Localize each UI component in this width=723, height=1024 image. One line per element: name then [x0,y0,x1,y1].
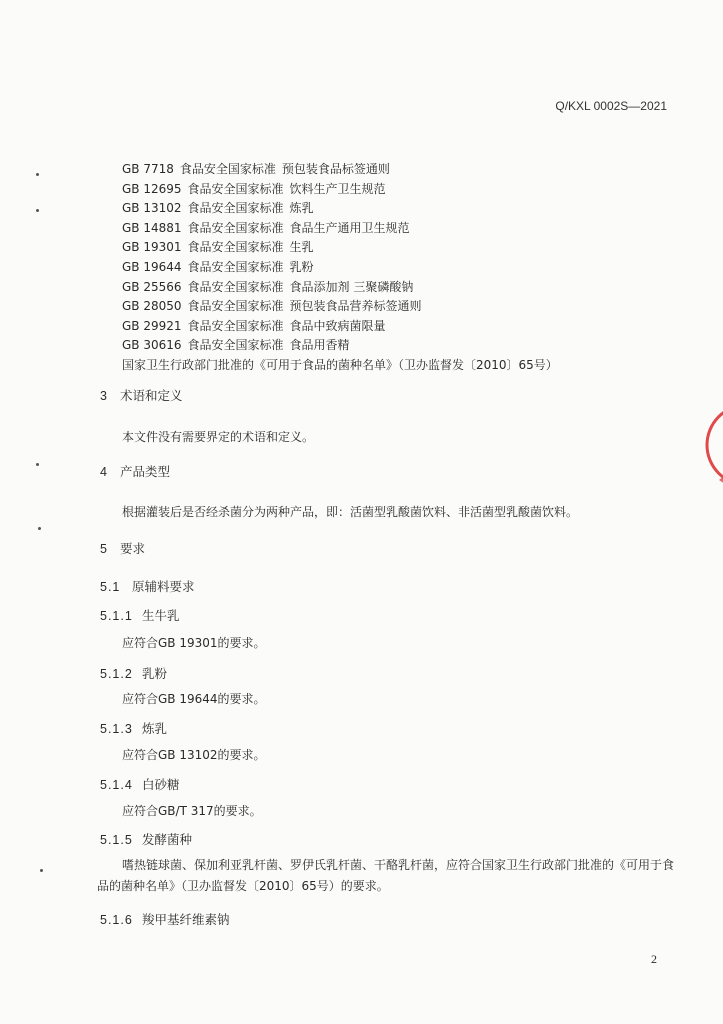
reference-item: GB 7718 食品安全国家标准 预包装食品标签通则 [122,162,390,176]
section-4-text: 根据灌装后是否经杀菌分为两种产品，即：活菌型乳酸菌饮料、非活菌型乳酸菌饮料。 [122,505,579,519]
reference-item: GB 13102 食品安全国家标准 炼乳 [122,201,314,216]
seal-stamp-icon [703,380,723,510]
page-number: 2 [651,952,657,966]
section-heading-5-1-2: 5.1.2 乳粉 [100,666,168,681]
section-heading-3: 3 术语和定义 [100,388,183,403]
section-5-1-4-text: 应符合GB/T 317的要求。 [122,804,262,818]
reference-item-extra: 国家卫生行政部门批准的《可用于食品的菌种名单》（卫办监督发〔2010〕65号） [122,357,558,372]
document-code: Q/KXL 0002S—2021 [555,99,667,113]
section-5-1-5-text: 嗜热链球菌、保加利亚乳杆菌、罗伊氏乳杆菌、干酪乳杆菌，应符合国家卫生行政部门批准的《可用于食品的菌种名单》（卫办监督发〔2010〕65号）的要求。 [97,858,675,893]
reference-list [122,160,558,376]
scan-speck [40,869,43,872]
section-heading-5-1-4: 5.1.4 白砂糖 [100,777,180,792]
section-heading-4: 4 产品类型 [100,464,171,479]
scan-speck [36,463,39,466]
section-heading-5-1-5: 5.1.5 发酵菌种 [100,832,193,847]
reference-item: GB 19644 食品安全国家标准 乳粉 [122,259,314,274]
section-5-1-3-text: 应符合GB 13102的要求。 [122,748,266,762]
section-heading-5-1-1: 5.1.1 生牛乳 [100,608,180,623]
reference-item: GB 30616 食品安全国家标准 食品用香精 [122,338,350,353]
section-5-1-1-text: 应符合GB 19301的要求。 [122,636,266,650]
section-heading-5-1-3: 5.1.3 炼乳 [100,721,168,736]
section-3-text: 本文件没有需要界定的术语和定义。 [122,430,315,444]
section-5-1-2-text: 应符合GB 19644的要求。 [122,692,266,706]
scan-speck [36,209,39,212]
reference-item: GB 28050 食品安全国家标准 预包装食品营养标签通则 [122,299,422,314]
reference-item: GB 25566 食品安全国家标准 食品添加剂 三聚磷酸钠 [122,279,414,294]
reference-item: GB 14881 食品安全国家标准 食品生产通用卫生规范 [122,220,410,235]
scan-speck [36,173,39,176]
reference-item: GB 19301 食品安全国家标准 生乳 [122,240,314,255]
section-heading-5: 5 要求 [100,541,146,556]
reference-item: GB 12695 食品安全国家标准 饮料生产卫生规范 [122,181,386,196]
section-heading-5-1: 5.1 原辅料要求 [100,579,195,594]
reference-item: GB 29921 食品安全国家标准 食品中致病菌限量 [122,318,386,333]
section-heading-5-1-6: 5.1.6 羧甲基纤维素钠 [100,912,230,927]
scan-speck [38,527,41,530]
